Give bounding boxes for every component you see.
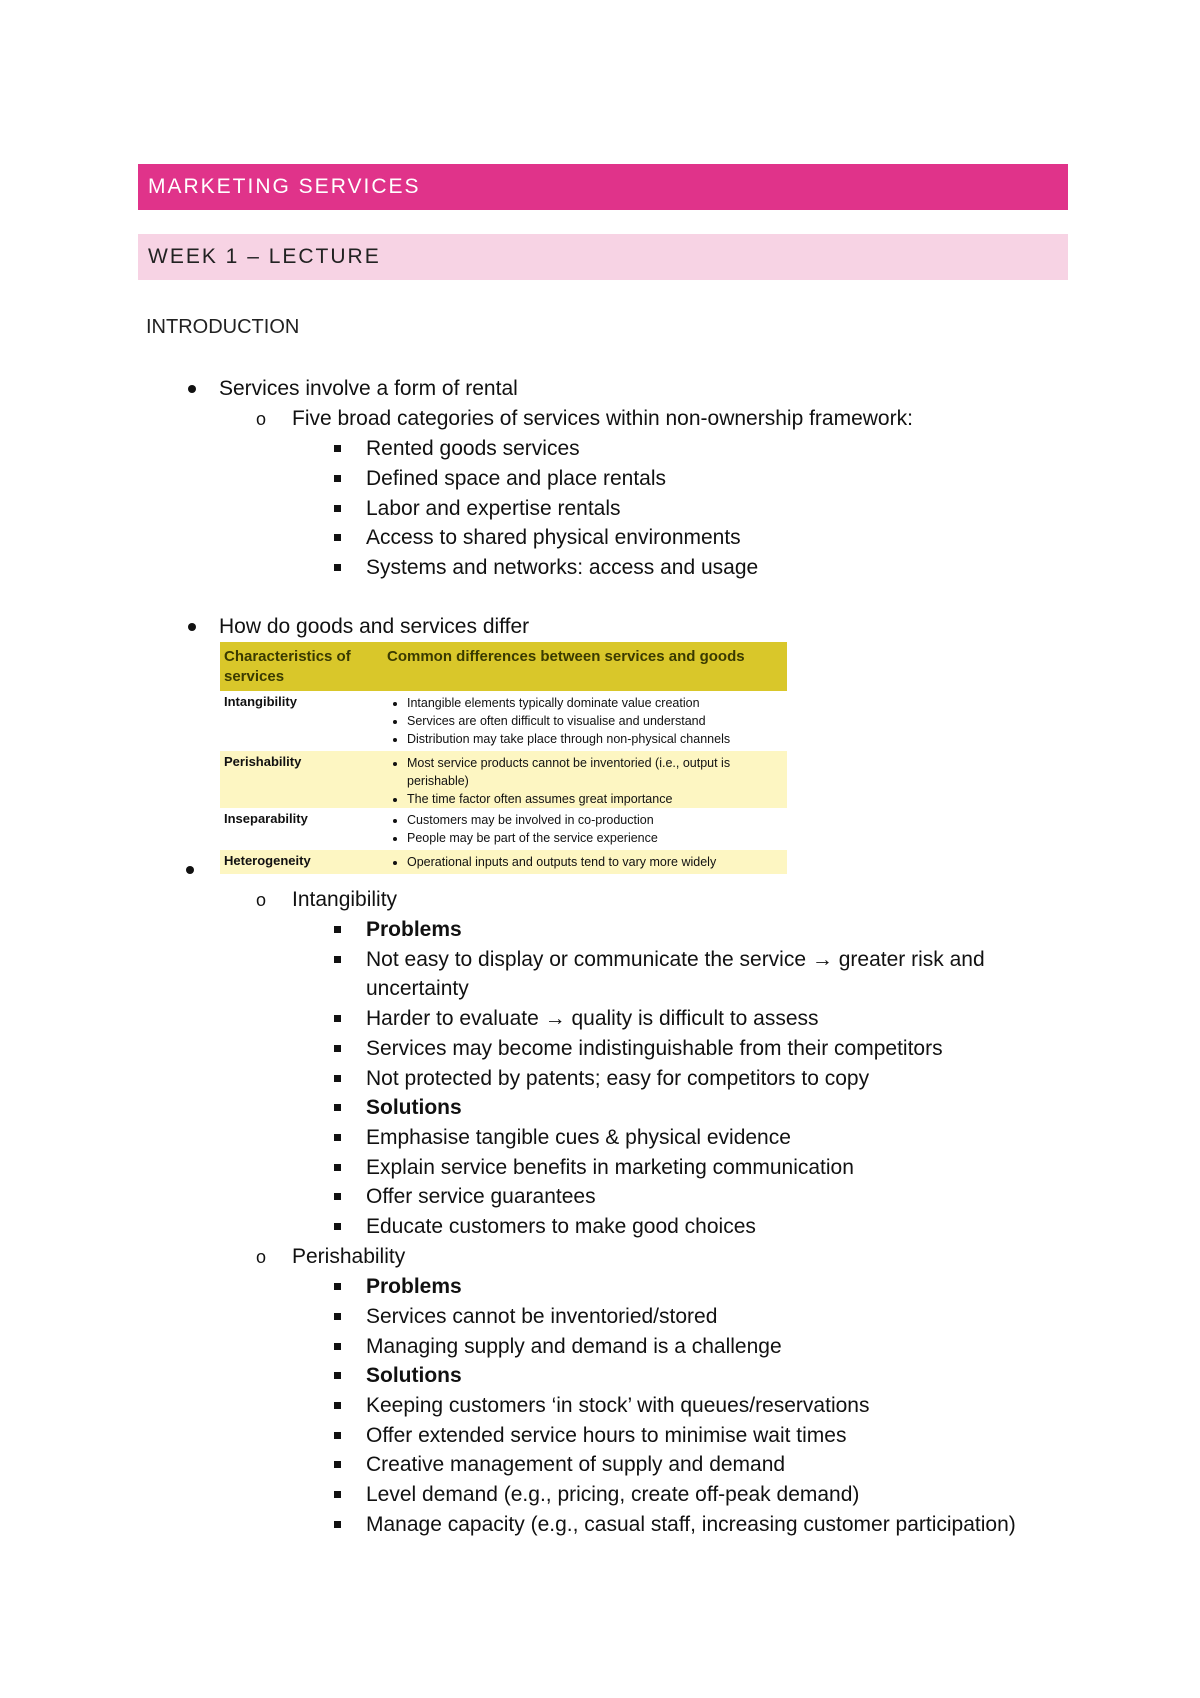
square-marker	[334, 1193, 341, 1200]
bullet-services-rental: Services involve a form of rental	[219, 377, 518, 400]
square-marker	[334, 1461, 341, 1468]
sub-bullet-marker: o	[256, 1247, 267, 1267]
square-marker	[334, 1313, 341, 1320]
sub-bullet-marker: o	[256, 890, 267, 910]
table-row	[220, 691, 787, 751]
table-header-row	[220, 642, 787, 691]
title-band	[138, 164, 1068, 210]
problems-label: Problems	[366, 918, 462, 941]
table-cell-item: • People may be part of the service experience	[407, 829, 783, 847]
square-marker	[334, 1402, 341, 1409]
square-marker	[334, 926, 341, 933]
square-marker	[334, 1432, 341, 1439]
arrow-icon: →	[544, 1007, 566, 1030]
table-cell-item: • Most service products cannot be inventoried (i.e., output is perishable)	[407, 754, 783, 790]
square-marker	[334, 505, 341, 512]
square-marker	[334, 1134, 341, 1141]
table-cell-item: • The time factor often assumes great importance	[407, 790, 783, 808]
square-marker	[334, 1015, 341, 1022]
characteristics-table	[220, 642, 787, 874]
list-item: Harder to evaluate → quality is difficult to assess	[366, 1007, 819, 1030]
square-marker	[334, 1343, 341, 1350]
table-cell-item: • Customers may be involved in co-production	[407, 811, 783, 829]
square-marker	[334, 445, 341, 452]
square-marker	[334, 1045, 341, 1052]
list-item: Offer service guarantees	[366, 1185, 596, 1208]
solutions-label: Solutions	[366, 1096, 462, 1119]
table-cell-item: • Distribution may take place through non-physical channels	[407, 730, 783, 748]
table-row	[220, 808, 787, 850]
table-row	[220, 751, 787, 808]
square-marker	[334, 1223, 341, 1230]
list-item: Creative management of supply and demand	[366, 1453, 786, 1476]
subtitle-band	[138, 234, 1068, 280]
list-item: Managing supply and demand is a challenge	[366, 1335, 782, 1358]
table-cell-item: • Intangible elements typically dominate value creation	[407, 694, 783, 712]
list-item: Emphasise tangible cues & physical evidence	[366, 1126, 791, 1149]
list-item: Manage capacity (e.g., casual staff, increasing customer participation)	[366, 1513, 1016, 1536]
table-row-label: Heterogeneity	[224, 853, 311, 868]
list-item: Not protected by patents; easy for competitors to copy	[366, 1067, 870, 1090]
table-row-label: Inseparability	[224, 811, 308, 826]
list-item: Explain service benefits in marketing communication	[366, 1156, 854, 1179]
problems-label: Problems	[366, 1275, 462, 1298]
arrow-icon: →	[811, 948, 833, 971]
list-item: Not easy to display or communicate the service → greater risk and	[366, 948, 985, 971]
table-row-label: Perishability	[224, 754, 302, 769]
table-cell-item: • Services are often difficult to visualise and understand	[407, 712, 783, 730]
bullet-marker	[188, 385, 196, 393]
list-item: Offer extended service hours to minimise wait times	[366, 1424, 847, 1447]
square-marker	[334, 1075, 341, 1082]
sub-heading-intangibility: Intangibility	[292, 888, 398, 911]
list-item-continuation: uncertainty	[366, 977, 469, 1000]
list-item: Rented goods services	[366, 437, 580, 460]
list-item: Systems and networks: access and usage	[366, 556, 759, 579]
document-title: MARKETING SERVICES	[148, 175, 421, 198]
document-subtitle: WEEK 1 – LECTURE	[148, 245, 381, 268]
table-header-differences: Common differences between services and goods	[387, 648, 745, 665]
list-item: Services may become indistinguishable from their competitors	[366, 1037, 943, 1060]
bullet-marker	[188, 623, 196, 631]
list-item: Labor and expertise rentals	[366, 497, 621, 520]
square-marker	[334, 534, 341, 541]
square-marker	[334, 475, 341, 482]
square-marker	[334, 564, 341, 571]
table-row-label: Intangibility	[224, 694, 297, 709]
square-marker	[334, 1491, 341, 1498]
sub-heading-perishability: Perishability	[292, 1245, 406, 1268]
list-item: Level demand (e.g., pricing, create off-peak demand)	[366, 1483, 860, 1506]
section-heading: INTRODUCTION	[146, 316, 300, 338]
bullet-goods-services-differ: How do goods and services differ	[219, 615, 530, 638]
square-marker	[334, 1164, 341, 1171]
bullet-marker	[186, 866, 194, 874]
square-marker	[334, 1372, 341, 1379]
solutions-label: Solutions	[366, 1364, 462, 1387]
list-item: Defined space and place rentals	[366, 467, 667, 490]
square-marker	[334, 1521, 341, 1528]
square-marker	[334, 956, 341, 963]
table-cell-item: • Operational inputs and outputs tend to vary more widely	[407, 853, 783, 871]
square-marker	[334, 1104, 341, 1111]
table-header-characteristics: Characteristics of services	[224, 648, 351, 685]
list-item: Services cannot be inventoried/stored	[366, 1305, 718, 1328]
table-row	[220, 850, 787, 874]
sub-bullet-five-categories: Five broad categories of services within non-ownership framework:	[292, 407, 913, 430]
square-marker	[334, 1283, 341, 1290]
sub-bullet-marker: o	[256, 409, 267, 429]
list-item: Access to shared physical environments	[366, 526, 741, 549]
list-item: Keeping customers ‘in stock’ with queues/reservations	[366, 1394, 870, 1417]
list-item: Educate customers to make good choices	[366, 1215, 756, 1238]
